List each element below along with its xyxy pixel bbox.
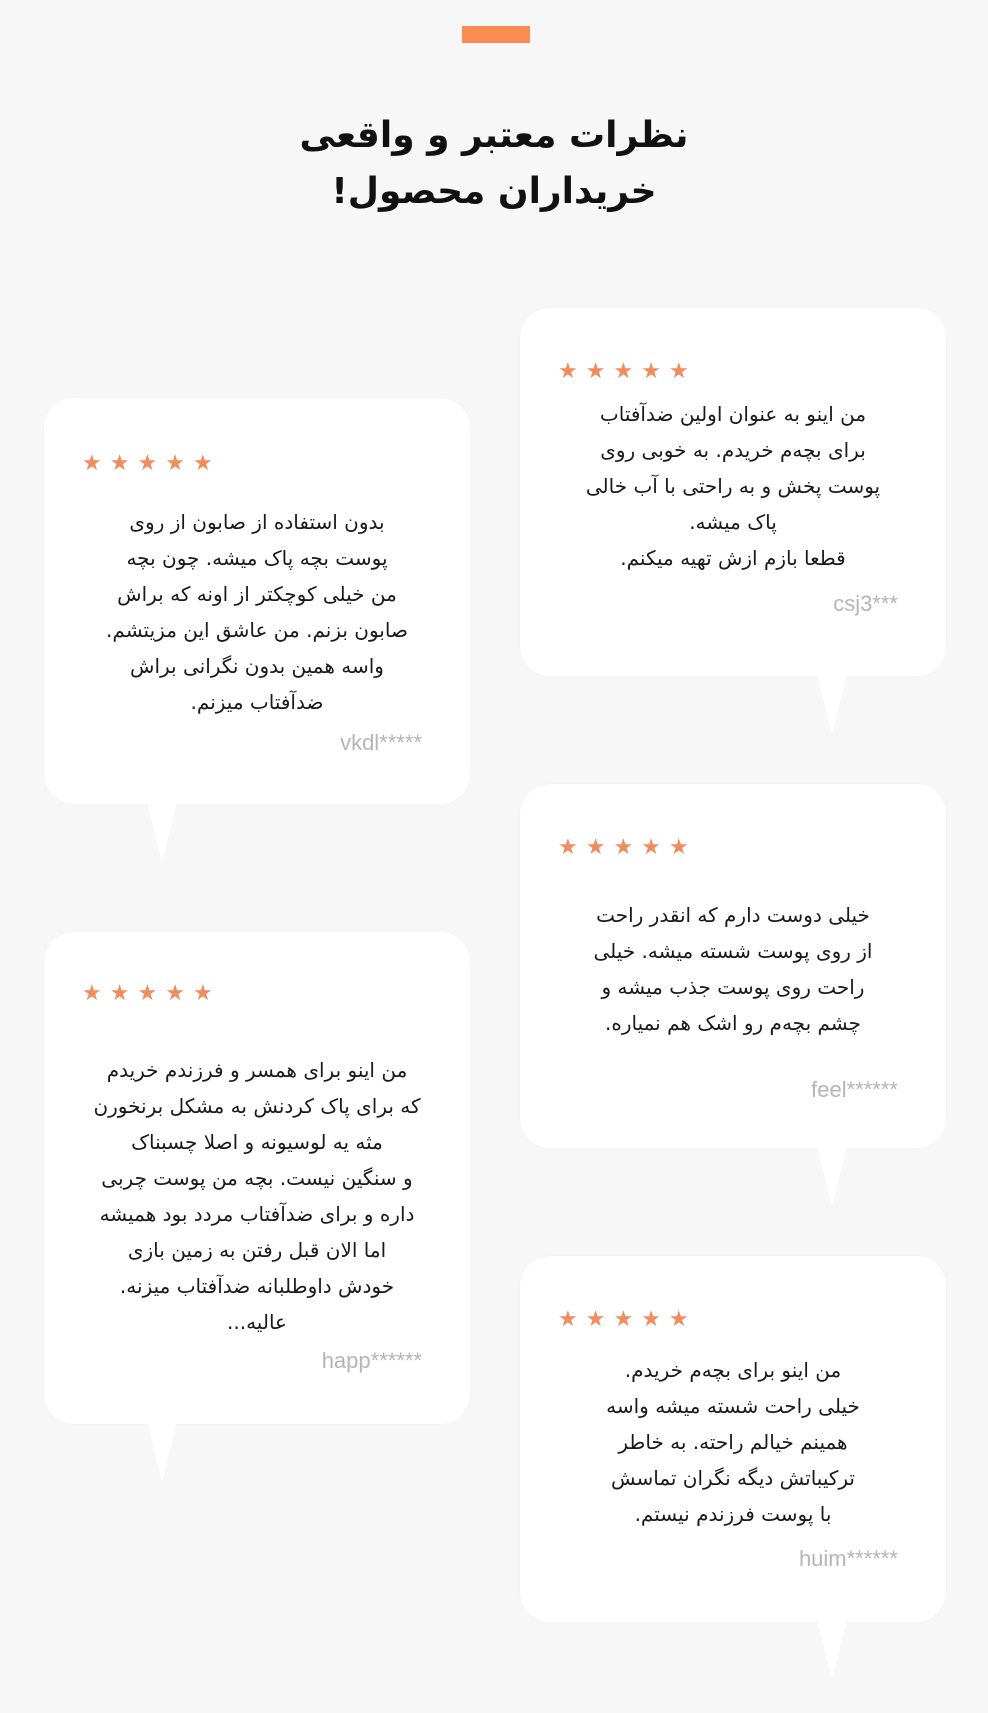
star-icon: ★	[641, 1307, 661, 1332]
review-card	[520, 308, 946, 676]
review-card	[520, 784, 946, 1148]
star-icon: ★	[165, 451, 185, 476]
reviewer-username: huim******	[798, 1546, 898, 1571]
speech-bubble-tail	[146, 1418, 178, 1482]
star-icon: ★	[668, 1307, 689, 1332]
star-icon: ★	[192, 981, 213, 1006]
review-line: خیلی دوست دارم که انقدر راحت	[596, 903, 870, 927]
reviewer-username: feel******	[811, 1077, 898, 1102]
review-line: پاک میشه.	[689, 510, 777, 534]
star-icon: ★	[613, 359, 634, 384]
speech-bubble-tail	[816, 1616, 848, 1680]
review-line: من اینو برای همسر و فرزندم خریدم	[106, 1058, 408, 1082]
review-line: ترکیباتش دیگه نگران تماسش	[610, 1466, 856, 1490]
reviewer-username: vkdl*****	[340, 730, 422, 755]
star-icon: ★	[558, 835, 578, 860]
star-icon: ★	[641, 359, 661, 384]
star-icon: ★	[558, 1307, 578, 1332]
review-line: از روی پوست شسته میشه. خیلی	[593, 939, 873, 963]
review-card	[44, 932, 470, 1424]
star-icon: ★	[109, 981, 130, 1006]
star-icon: ★	[613, 835, 634, 860]
review-card	[520, 1256, 946, 1622]
accent-bar	[462, 26, 530, 43]
star-icon: ★	[558, 359, 578, 384]
reviewer-username: csj3***	[833, 591, 898, 616]
star-icon: ★	[137, 981, 158, 1006]
star-icon: ★	[585, 1307, 606, 1332]
review-line: راحت روی پوست جذب میشه و	[601, 975, 865, 999]
rating-stars	[558, 361, 689, 383]
review-line: پوست پخش و به راحتی با آب خالی	[585, 474, 881, 498]
review-line: قطعا بازم ازش تهیه میکنم.	[620, 546, 846, 570]
star-icon: ★	[137, 451, 158, 476]
rating-stars	[82, 453, 213, 475]
star-icon: ★	[82, 981, 102, 1006]
review-line: و سنگین نیست. بچه من پوست چربی	[101, 1166, 413, 1190]
rating-stars	[82, 983, 213, 1005]
star-icon: ★	[82, 451, 102, 476]
review-card	[44, 398, 470, 804]
star-icon: ★	[668, 359, 689, 384]
speech-bubble-tail	[816, 1142, 848, 1206]
rating-stars	[558, 1309, 689, 1331]
review-line: ضدآفتاب میزنم.	[190, 690, 324, 714]
review-line: همینم خیالم راحته. به خاطر	[618, 1430, 848, 1454]
review-line: چشم بچه‌م رو اشک هم نمیاره.	[604, 1011, 862, 1035]
review-text	[68, 1052, 446, 1340]
review-line: اما الان قبل رفتن به زمین بازی	[127, 1238, 387, 1262]
review-line: پوست بچه پاک میشه. چون بچه	[126, 546, 388, 570]
review-line: واسه همین بدون نگرانی براش	[130, 654, 384, 678]
review-line: مثه یه لوسیونه و اصلا چسبناک	[131, 1130, 383, 1154]
review-line: من خیلی کوچکتر از اونه که براش	[117, 582, 397, 606]
page-title-line-1: نظرات معتبر و واقعی	[299, 115, 689, 156]
star-icon: ★	[613, 1307, 634, 1332]
review-text	[68, 504, 446, 720]
review-line: داره و برای ضدآفتاب مردد بود همیشه	[99, 1202, 415, 1226]
speech-bubble-tail	[816, 670, 848, 734]
star-icon: ★	[192, 451, 213, 476]
page-title	[0, 108, 988, 220]
star-icon: ★	[585, 835, 606, 860]
star-icon: ★	[585, 359, 606, 384]
review-text	[544, 396, 922, 576]
speech-bubble-tail	[146, 798, 178, 862]
review-line: خیلی راحت شسته میشه واسه	[606, 1394, 860, 1418]
rating-stars	[558, 837, 689, 859]
review-line: من اینو به عنوان اولین ضدآفتاب	[599, 402, 867, 426]
star-icon: ★	[165, 981, 185, 1006]
star-icon: ★	[668, 835, 689, 860]
star-icon: ★	[109, 451, 130, 476]
reviewer-username: happ******	[321, 1348, 422, 1373]
review-line: بدون استفاده از صابون از روی	[129, 510, 385, 534]
review-text	[544, 1352, 922, 1532]
review-line: برای بچه‌م خریدم. به خوبی روی	[600, 438, 866, 462]
page-title-line-2: خریداران محصول!	[331, 171, 657, 212]
star-icon: ★	[641, 835, 661, 860]
review-line: خودش داوطلبانه ضدآفتاب میزنه.	[119, 1274, 395, 1298]
review-line: عالیه...	[227, 1310, 287, 1334]
review-line: با پوست فرزندم نیستم.	[634, 1502, 832, 1526]
review-line: من اینو برای بچه‌م خریدم.	[624, 1358, 842, 1382]
review-text	[544, 897, 922, 1041]
review-line: صابون بزنم. من عاشق این مزیتشم.	[106, 618, 408, 642]
review-line: که برای پاک کردنش به مشکل برنخورن	[93, 1094, 421, 1118]
